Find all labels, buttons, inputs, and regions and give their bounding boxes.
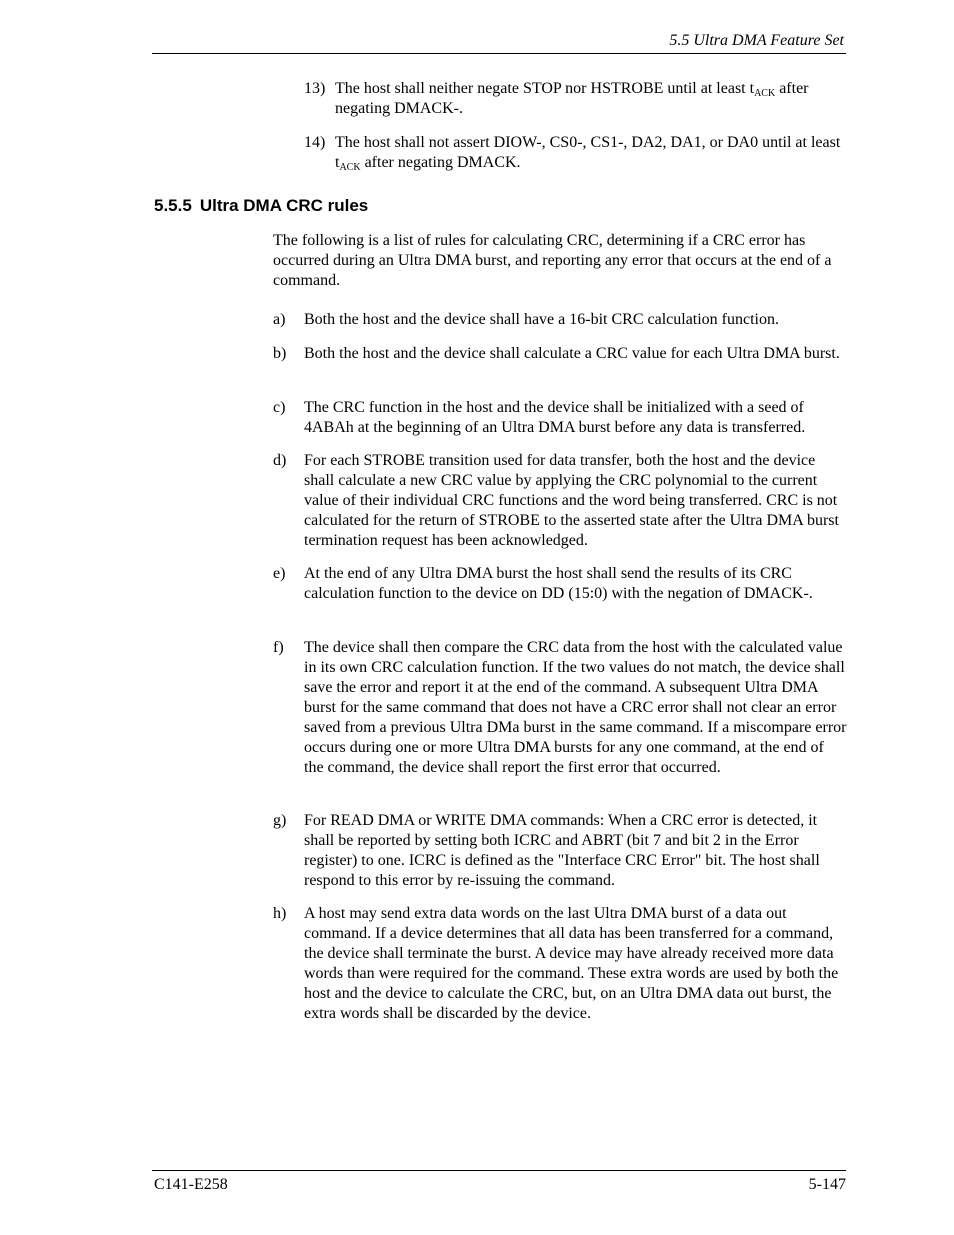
item-text: The host shall not assert DIOW-, CS0-, CS1-, DA2, DA1, or DA0 until at least $t_{ACK}$ after negating DMACK.	[335, 134, 841, 173]
header-divider	[152, 53, 846, 54]
section-intro: The following is a list of rules for calculating CRC, determining if a CRC error has occurred during an Ultra DMA burst, and reporting any error that occurs at the end of a command.	[273, 232, 832, 289]
rule-item-h	[273, 904, 847, 1024]
section-title: Ultra DMA CRC rules	[199, 196, 369, 215]
item-number: 14)	[304, 134, 326, 151]
item-number: 13)	[304, 80, 326, 97]
rule-letter: e)	[273, 565, 286, 582]
rule-item-d	[273, 451, 847, 551]
item-text: The host shall neither negate STOP nor HSTROBE until at least $t_{ACK}$ after negating DMACK-.	[335, 80, 809, 117]
numbered-item-14	[304, 133, 846, 173]
rule-letter: d)	[273, 452, 287, 469]
section-heading	[154, 196, 368, 216]
rule-letter: a)	[273, 311, 286, 328]
rule-text: Both the host and the device shall have a 16-bit CRC calculation function.	[304, 311, 779, 328]
footer-divider	[152, 1170, 846, 1171]
rule-item-e	[273, 564, 847, 604]
rule-item-c	[273, 398, 847, 438]
subscript: ACK	[754, 88, 776, 99]
footer-page-number: 5-147	[808, 1176, 846, 1193]
rule-text: Both the host and the device shall calculate a CRC value for each Ultra DMA burst.	[304, 345, 840, 362]
rule-text: At the end of any Ultra DMA burst the host shall send the results of its CRC calculation function to the device on DD (15:0) with the negation of DMACK-.	[304, 565, 813, 602]
page-header-title: 5.5 Ultra DMA Feature Set	[669, 32, 844, 49]
rule-text: A host may send extra data words on the last Ultra DMA burst of a data out command. If a device determines that all data has been transferred for a command, the device shall terminate the burst. A device may have already received more data words than were required for the command. These extra words are used by both the host and the device to calculate the CRC, but, on an Ultra DMA data out burst, the extra words shall be discarded by the device.	[304, 905, 839, 1022]
rule-letter: f)	[273, 639, 284, 656]
rule-item-b	[273, 344, 847, 364]
rule-item-g	[273, 811, 847, 891]
rule-item-f	[273, 638, 847, 778]
rule-item-a	[273, 310, 847, 330]
rule-letter: c)	[273, 399, 286, 416]
section-number: 5.5.5	[154, 196, 192, 215]
rule-letter: h)	[273, 905, 287, 922]
rule-text: For READ DMA or WRITE DMA commands: When a CRC error is detected, it shall be reported by setting both ICRC and ABRT (bit 7 and bit 2 in the Error register) to one. ICRC is defined as the "Interface CRC Error" bit. The host shall respond to this error by re-issuing the command.	[304, 812, 820, 889]
numbered-item-13	[304, 79, 846, 119]
rule-text: For each STROBE transition used for data transfer, both the host and the device shall calculate a new CRC value by applying the CRC polynomial to the current value of their individual CRC functions and the word being transferred. CRC is not calculated for the return of STROBE to the asserted state after the Ultra DMA burst termination request has been acknowledged.	[304, 452, 839, 549]
rule-text: The CRC function in the host and the device shall be initialized with a seed of 4ABAh at the beginning of an Ultra DMA burst before any data is transferred.	[304, 399, 806, 436]
rule-letter: g)	[273, 812, 287, 829]
rule-text: The device shall then compare the CRC data from the host with the calculated value in its own CRC calculation function. If the two values do not match, the device shall save the error and report it at the end of the command. A subsequent Ultra DMA burst for the same command that does not have a CRC error shall not clear an error saved from a previous Ultra DMa burst in the same command. If a miscompare error occurs during one or more Ultra DMA bursts for any one command, at the end of the command, the device shall report the first error that occurred.	[304, 639, 847, 776]
footer-doc-number: C141-E258	[154, 1176, 228, 1193]
subscript: ACK	[339, 162, 361, 173]
rule-letter: b)	[273, 345, 287, 362]
